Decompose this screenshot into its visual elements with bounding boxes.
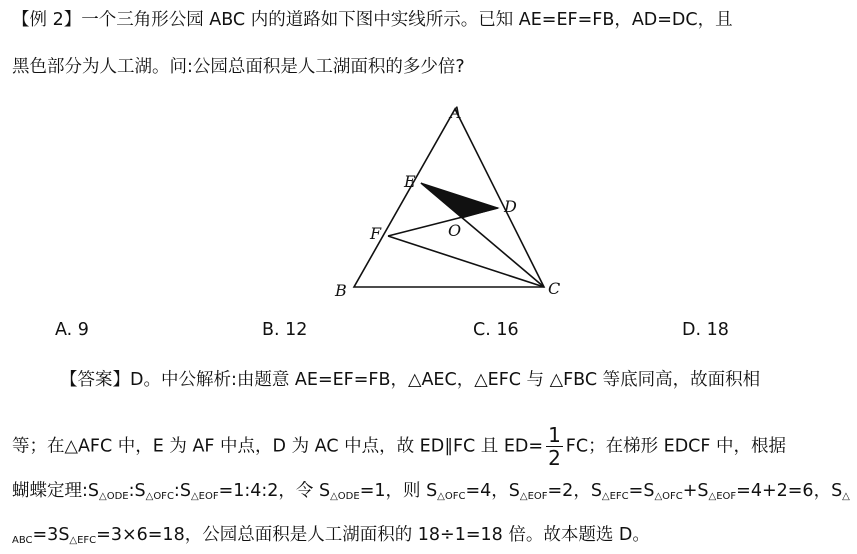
option-a[interactable]: A. 9 bbox=[55, 320, 89, 340]
text-segment: =3S bbox=[32, 525, 70, 545]
label-f: F bbox=[370, 224, 382, 243]
subscript: △ODE bbox=[99, 491, 129, 502]
text-segment: =4，S bbox=[465, 481, 520, 501]
answer-line-3 bbox=[12, 479, 850, 509]
text-segment: +S bbox=[682, 481, 709, 501]
text-segment: :S bbox=[128, 481, 146, 501]
subscript: △OFC bbox=[654, 491, 683, 502]
text-segment: =S bbox=[628, 481, 655, 501]
question-line-2: 黑色部分为人工湖。问:公园总面积是人工湖面积的多少倍? bbox=[12, 57, 465, 77]
option-c[interactable]: C. 16 bbox=[473, 320, 519, 340]
label-d: D bbox=[504, 197, 517, 216]
fraction-one-half bbox=[546, 424, 563, 469]
text-segment: =1:4:2，令 S bbox=[218, 481, 331, 501]
subscript: △EOF bbox=[190, 491, 219, 502]
label-e: E bbox=[404, 172, 416, 191]
answer-line-2-end: FC；在梯形 EDCF 中，根据 bbox=[565, 436, 787, 457]
subscript: △EFC bbox=[601, 491, 629, 502]
subscript: △EOF bbox=[708, 491, 737, 502]
option-b[interactable]: B. 12 bbox=[262, 320, 308, 340]
fraction-denominator: 2 bbox=[548, 446, 561, 470]
subscript: △EFC bbox=[69, 535, 97, 546]
answer-line-1: 【答案】D。中公解析:由题意 AE=EF=FB，△AEC，△EFC 与 △FBC 等底同高，故面积相 bbox=[60, 370, 761, 390]
option-d[interactable]: D. 18 bbox=[682, 320, 729, 340]
fraction-numerator: 1 bbox=[548, 423, 561, 447]
subscript: ABC bbox=[12, 535, 33, 546]
answer-line-2 bbox=[12, 424, 786, 469]
subscript: △OFC bbox=[437, 491, 466, 502]
subscript: △EOF bbox=[519, 491, 548, 502]
road-fc bbox=[388, 236, 544, 287]
text-segment: =2，S bbox=[547, 481, 602, 501]
subscript: △OFC bbox=[145, 491, 174, 502]
subscript: △ bbox=[842, 491, 850, 502]
label-o: O bbox=[448, 221, 462, 240]
question-line-1: 【例 2】一个三角形公园 ABC 内的道路如下图中实线所示。已知 AE=EF=FB，AD=DC，且 bbox=[12, 10, 733, 30]
triangle-park-figure bbox=[320, 100, 580, 300]
text-segment: 蝴蝶定理:S bbox=[12, 481, 100, 501]
subscript: △ODE bbox=[330, 491, 360, 502]
answer-line-4 bbox=[12, 523, 650, 553]
lake-region bbox=[421, 183, 498, 218]
text-segment: :S bbox=[173, 481, 191, 501]
label-c: C bbox=[548, 279, 561, 298]
answer-line-2-start: 等；在△AFC 中，E 为 AF 中点，D 为 AC 中点，故 ED∥FC 且 ED= bbox=[12, 436, 544, 457]
answer-options bbox=[0, 320, 857, 346]
label-a: A bbox=[450, 103, 462, 122]
text-segment: =3×6=18，公园总面积是人工湖面积的 18÷1=18 倍。故本题选 D。 bbox=[96, 525, 650, 545]
label-b: B bbox=[335, 281, 347, 300]
text-segment: =4+2=6，S bbox=[736, 481, 843, 501]
text-segment: =1，则 S bbox=[359, 481, 438, 501]
